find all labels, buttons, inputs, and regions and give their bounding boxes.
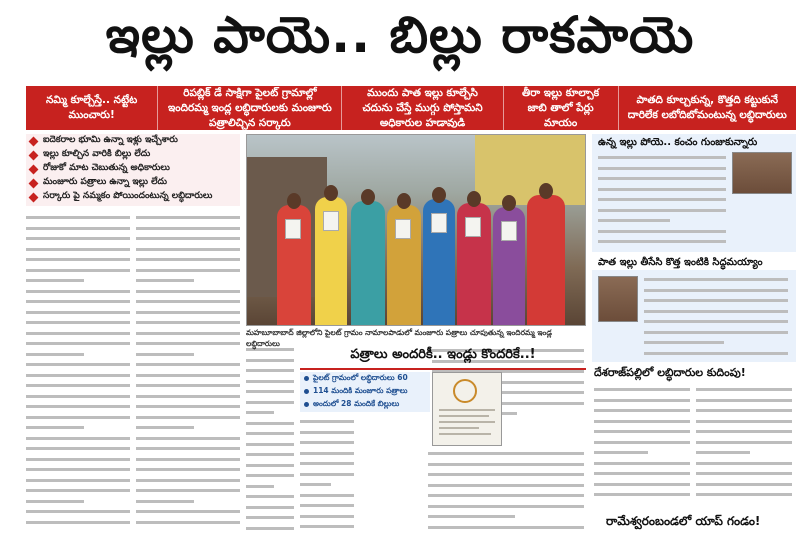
inset-bullet: [300, 372, 430, 385]
text-line: [644, 337, 790, 348]
text-line: [300, 490, 356, 501]
text-line: [26, 328, 132, 339]
text-line: [136, 433, 242, 444]
text-line: [428, 501, 586, 512]
document-sheet: [501, 221, 517, 241]
text-line: [26, 422, 132, 433]
bullet-text: సర్కారు పై నమ్మకం పోయిందంటున్న లబ్ధిదారులు: [43, 191, 213, 201]
text-line: [136, 496, 242, 507]
bullet-dot-icon: [304, 402, 309, 407]
text-line: [26, 265, 132, 276]
text-line: [26, 275, 132, 286]
inset-bullets: [300, 372, 430, 412]
text-line: [594, 447, 692, 458]
text-line: [644, 327, 790, 338]
text-line: [300, 511, 356, 522]
text-line: [428, 459, 586, 470]
text-line: [696, 437, 794, 448]
inset-bullet: [300, 385, 430, 398]
person-head: [467, 191, 481, 207]
text-line: [644, 285, 790, 296]
text-line: [594, 489, 692, 500]
text-line: [300, 458, 356, 469]
text-line: [26, 244, 132, 255]
banner-item: పాతది కూల్చకున్న, కొత్తది కట్టుకునే దారిలేక లబోదిబోమంటున్న లబ్ధిదారులు: [627, 94, 787, 121]
inset-rule: [300, 368, 586, 370]
text-line: [598, 236, 728, 247]
text-line: [246, 428, 296, 439]
text-line: [300, 437, 356, 448]
text-line: [136, 422, 242, 433]
inset-bullet-text: 114 మందికి మంజూరు పత్రాలు: [313, 386, 408, 395]
text-line: [26, 349, 132, 360]
text-line: [246, 523, 296, 534]
banner-item: రిపబ్లిక్ డే సాక్షిగా పైలట్ గ్రామాల్లో ఇందిరమ్మ ఇంద్ల లబ్ధిదారులకు మంజూరు పత్రాలిచ్చిన సర్కారు: [158, 86, 342, 130]
text-line: [26, 380, 132, 391]
text-line: [26, 254, 132, 265]
text-line: [428, 522, 586, 533]
text-line: [136, 464, 242, 475]
text-line: [696, 416, 794, 427]
story-title: రామేశ్వరంబండలో యాప్ గండం!: [606, 514, 761, 528]
text-line: [136, 401, 242, 412]
article-column-1: [26, 212, 132, 534]
text-line: [246, 502, 296, 513]
text-line: [136, 506, 242, 517]
text-line: [644, 274, 790, 285]
text-line: [26, 296, 132, 307]
text-line: [26, 223, 132, 234]
inset-bullet: [300, 398, 430, 411]
text-line: [598, 173, 728, 184]
text-line: [594, 426, 692, 437]
text-line: [136, 412, 242, 423]
story-text: [594, 384, 692, 504]
highlight-bullet: [26, 176, 240, 190]
text-line: [136, 454, 242, 465]
text-line: [246, 397, 296, 408]
document-sheet: [395, 219, 411, 239]
text-line: [300, 448, 356, 459]
text-line: [300, 521, 356, 532]
highlight-bullet: [26, 162, 240, 176]
text-line: [300, 479, 356, 490]
text-line: [246, 386, 296, 397]
highlight-bullet: [26, 190, 240, 204]
text-line: [300, 416, 356, 427]
headline: ఇల్లు పాయె.. బిల్లు రాకపాయె: [105, 5, 695, 64]
text-line: [246, 512, 296, 523]
text-line: [594, 405, 692, 416]
text-line: [246, 376, 296, 387]
text-line: [428, 511, 586, 522]
text-line: [26, 370, 132, 381]
text-line: [696, 489, 794, 500]
text-line: [136, 517, 242, 528]
highlight-bullets: [26, 134, 240, 206]
text-line: [136, 391, 242, 402]
text-line: [439, 421, 495, 423]
text-line: [26, 475, 132, 486]
text-line: [26, 433, 132, 444]
text-line: [428, 490, 586, 501]
text-line: [246, 470, 296, 481]
text-line: [598, 152, 728, 163]
text-line: [136, 296, 242, 307]
story-title: దేశరాజ్‌పల్లిలో లబ్ధిదారుల కుదింపు!: [594, 366, 746, 379]
text-line: [644, 295, 790, 306]
text-line: [644, 348, 790, 359]
text-line: [696, 458, 794, 469]
diamond-icon: [29, 192, 39, 202]
article-column-2: [136, 212, 242, 534]
story-text: [696, 384, 794, 504]
text-line: [598, 163, 728, 174]
text-line: [136, 380, 242, 391]
text-line: [598, 226, 728, 237]
text-line: [26, 506, 132, 517]
text-line: [594, 416, 692, 427]
document-sheet: [431, 213, 447, 233]
text-line: [696, 405, 794, 416]
text-line: [26, 412, 132, 423]
inset-bullet-text: అందులో 28 మందికే బిల్లులు: [313, 399, 400, 408]
text-line: [136, 244, 242, 255]
text-line: [246, 418, 296, 429]
person-head: [324, 185, 338, 201]
text-line: [696, 479, 794, 490]
sidebar-stories: [592, 134, 796, 537]
inset-bullet-text: పైలట్ గ్రామంలో లబ్ధిదారులు 60: [313, 373, 408, 382]
text-line: [696, 395, 794, 406]
text-line: [136, 265, 242, 276]
diamond-icon: [29, 178, 39, 188]
document-sheet: [465, 217, 481, 237]
text-line: [136, 233, 242, 244]
photo-caption: మహబూబాబాద్ జిల్లాలోని పైలట్ గ్రామం నామాలపాడులో మంజూరు పత్రాలు చూపుతున్న ఇందిరమ్మ ఇండ్ల లబ్ధిదారులు: [246, 328, 552, 348]
tarp: [475, 135, 585, 205]
text-line: [26, 286, 132, 297]
text-line: [696, 426, 794, 437]
text-line: [26, 401, 132, 412]
text-line: [136, 349, 242, 360]
article-column-3: [246, 344, 296, 534]
bullet-text: ఇల్లు కూల్చిన వారికి బిల్లు లేదు: [43, 149, 151, 159]
text-line: [598, 194, 728, 205]
text-line: [26, 317, 132, 328]
text-line: [26, 517, 132, 528]
text-line: [594, 458, 692, 469]
emblem-icon: [453, 379, 477, 403]
highlight-bullet: [26, 148, 240, 162]
diamond-icon: [29, 136, 39, 146]
bullet-text: ఐదెకరాల భూమి ఉన్నా ఇళ్లు ఇచ్చేశారు: [43, 135, 178, 145]
person-head: [361, 189, 375, 205]
subheading-banner: [26, 86, 796, 130]
text-line: [136, 328, 242, 339]
article-column-6: [428, 448, 586, 534]
story-title: పాత ఇల్లు తీసేసి కొత్త ఇంటికి సిద్ధమయ్యాం: [598, 257, 763, 268]
text-line: [594, 437, 692, 448]
text-line: [26, 212, 132, 223]
text-line: [246, 355, 296, 366]
text-line: [136, 254, 242, 265]
person-head: [502, 195, 516, 211]
text-line: [136, 338, 242, 349]
sanction-letter-photo: [432, 372, 502, 446]
text-line: [136, 286, 242, 297]
text-line: [136, 485, 242, 496]
text-line: [300, 427, 356, 438]
text-line: [136, 359, 242, 370]
text-line: [26, 454, 132, 465]
person-head: [432, 187, 446, 203]
text-line: [26, 338, 132, 349]
story-text: [598, 152, 728, 248]
text-line: [136, 275, 242, 286]
bullet-text: మంజూరు పత్రాలు ఉన్నా ఇల్లు లేదు: [43, 177, 167, 187]
text-line: [136, 443, 242, 454]
text-line: [598, 184, 728, 195]
text-line: [136, 370, 242, 381]
text-line: [439, 427, 479, 429]
document-sheet: [285, 219, 301, 239]
story-text: [644, 274, 790, 358]
banner-item: నమ్మి కూల్చేస్తే.. నట్టేట ముంచారు!: [26, 86, 158, 130]
text-line: [26, 359, 132, 370]
text-line: [246, 460, 296, 471]
text-line: [300, 469, 356, 480]
document-sheet: [323, 211, 339, 231]
diamond-icon: [29, 150, 39, 160]
text-line: [594, 468, 692, 479]
inset-title: పత్రాలు అందరికీ.. ఇండ్లు కొందరికే..!: [350, 347, 536, 362]
text-line: [246, 491, 296, 502]
text-line: [26, 485, 132, 496]
text-line: [136, 307, 242, 318]
person-head: [539, 183, 553, 199]
person: [527, 195, 565, 325]
text-line: [644, 316, 790, 327]
text-line: [26, 464, 132, 475]
text-line: [598, 205, 728, 216]
text-line: [598, 215, 728, 226]
article-column-4: [300, 416, 356, 534]
person: [351, 201, 385, 325]
text-line: [246, 439, 296, 450]
text-line: [696, 468, 794, 479]
text-line: [644, 306, 790, 317]
text-line: [428, 469, 586, 480]
text-line: [439, 433, 491, 435]
text-line: [594, 395, 692, 406]
woman-photo: [598, 276, 638, 322]
bullet-dot-icon: [304, 389, 309, 394]
text-line: [136, 317, 242, 328]
text-line: [246, 365, 296, 376]
text-line: [246, 407, 296, 418]
text-line: [428, 448, 586, 459]
bullet-dot-icon: [304, 376, 309, 381]
text-line: [26, 391, 132, 402]
text-line: [26, 233, 132, 244]
text-line: [594, 479, 692, 490]
text-line: [26, 443, 132, 454]
text-line: [136, 475, 242, 486]
story-title: ఉన్న ఇల్లు పోయె.. కంచం గుంజుకున్నారు: [598, 137, 758, 148]
text-line: [136, 212, 242, 223]
highlight-bullet: [26, 134, 240, 148]
text-line: [696, 447, 794, 458]
text-line: [246, 481, 296, 492]
text-line: [428, 480, 586, 491]
diamond-icon: [29, 164, 39, 174]
banner-item: తీరా ఇల్లు కూల్చాక జాబి తాలో పేర్లు మాయం: [504, 86, 619, 130]
text-line: [696, 384, 794, 395]
text-line: [26, 307, 132, 318]
banner-item: ముందు పాత ఇల్లు కూల్చేసి చదును చేస్తే ముగ్గు పోస్తామని అధికారుల హడావుడి: [342, 86, 503, 130]
person-head: [287, 193, 301, 209]
text-line: [439, 415, 489, 417]
text-line: [246, 449, 296, 460]
text-line: [26, 496, 132, 507]
woman-photo: [732, 152, 792, 194]
person-head: [397, 193, 411, 209]
text-line: [300, 500, 356, 511]
text-line: [594, 384, 692, 395]
text-line: [136, 223, 242, 234]
lead-photo: [246, 134, 586, 326]
bullet-text: రోజుకో మాట చెబుతున్న అధికారులు: [43, 163, 170, 173]
text-line: [439, 409, 495, 411]
